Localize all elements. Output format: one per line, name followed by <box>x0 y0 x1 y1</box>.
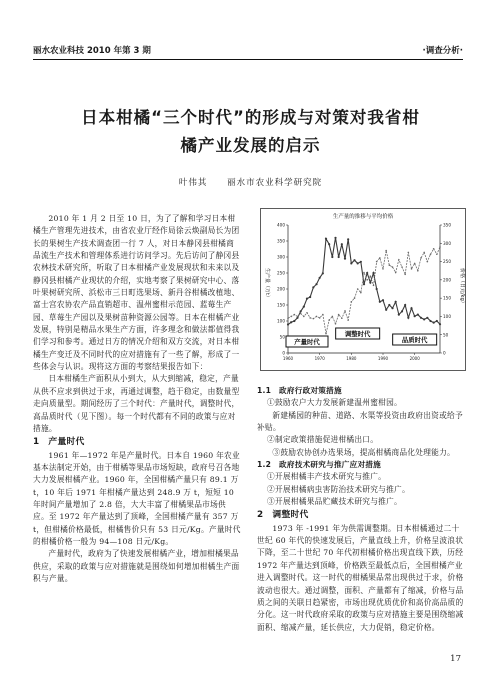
data-point <box>363 283 365 285</box>
left-tick-label: 200 <box>277 286 285 292</box>
data-point <box>306 298 308 300</box>
data-point <box>293 320 295 322</box>
data-point <box>385 250 387 252</box>
data-point <box>382 268 384 270</box>
data-point <box>319 277 321 279</box>
data-point <box>316 316 318 318</box>
data-point <box>433 248 435 250</box>
author: 叶伟其 <box>178 178 208 188</box>
data-point <box>401 266 403 268</box>
article-title-line-1: 日本柑橘“三个时代”的形成与对策对我省柑 <box>81 108 420 127</box>
data-point <box>417 314 419 316</box>
data-point <box>408 252 410 254</box>
section-1-policy-paragraph: 产量时代，政府为了快速发展柑橘产业，增加柑橘果品供应，采取的政策与应对措施就是围绕如何增加柑橘生产面积与产量。 <box>33 549 240 583</box>
overview-paragraph: 日本柑橘生产面积从小到大，从大到缩减，稳定，产量从供不应求到供过于求，再通过调整，趋于稳定，由数量型走向质量型。期间经历了三个时代：产量时代，调整时代，高品质时代（见下图）。每一个时代都有不同的政策与应对措施。 <box>33 374 240 433</box>
data-point <box>328 319 330 321</box>
data-point <box>391 307 393 309</box>
data-point <box>287 317 289 319</box>
left-tick-label: 400 <box>277 222 285 228</box>
byline <box>0 176 501 188</box>
data-point <box>287 323 289 325</box>
right-axis-label: 价格（日元/kg） <box>459 268 465 306</box>
left-tick-label: 50 <box>279 334 285 340</box>
header-rule <box>33 59 463 60</box>
data-point <box>366 272 368 274</box>
data-point <box>414 263 416 265</box>
data-point <box>344 258 346 260</box>
data-point <box>344 310 346 312</box>
right-tick-label: 0 <box>443 350 446 356</box>
data-point <box>357 262 359 264</box>
x-tick-label: 1980 <box>346 356 357 361</box>
data-point <box>395 301 397 303</box>
data-point <box>429 320 431 322</box>
right-tick-label: 50 <box>443 332 449 338</box>
data-point <box>376 288 378 290</box>
data-point <box>417 270 419 272</box>
data-point <box>290 316 292 318</box>
tech-item-1: ①开展柑橘丰产技术研究与推广。 <box>267 472 387 482</box>
section-1-paragraph: 1961 年—1972 年是产量时代。日本自 1960 年农业基本法制定开始，由于柑橘等果品市场短缺，政府号召各地大力发展柑橘产业。1960 年，全国柑橘产量只有 89.1 万 t，10 年后 1971 年柑橘产量达到 248.9 万 t，短短 10 年时间产量增加了 2.8 倍，大大丰富了柑橘果品市场供应。至 1972 年产量达到了顶峰，全国柑橘产量有 357 万 t，但柑橘价格最低，柑橘售价只有 53 日元/Kg。产量时代的柑橘价格一般为 94—108 日元/Kg。 <box>33 450 241 546</box>
left-tick-label: 100 <box>277 318 285 324</box>
measure-item-2: ②制定政策措施促进柑橘出口。 <box>267 435 379 445</box>
section-header: ·调查分析· <box>422 46 463 56</box>
data-point <box>407 317 409 319</box>
data-point <box>312 286 314 288</box>
left-tick-label: 350 <box>277 238 285 244</box>
data-point <box>398 314 400 316</box>
data-point <box>347 319 349 321</box>
data-point <box>341 317 343 319</box>
data-point <box>322 272 324 274</box>
section-1-heading: 1 产量时代 <box>33 437 85 448</box>
data-point <box>338 314 340 316</box>
data-point <box>404 304 406 306</box>
right-column <box>257 385 464 634</box>
data-point <box>341 243 343 245</box>
data-point <box>350 262 352 264</box>
right-tick-label: 300 <box>443 240 451 246</box>
data-point <box>297 316 299 318</box>
right-tick-label: 200 <box>443 277 451 283</box>
data-point <box>379 257 381 259</box>
data-point <box>366 279 368 281</box>
data-point <box>322 314 324 316</box>
left-tick-label: 250 <box>277 270 285 276</box>
data-point <box>328 243 330 245</box>
data-point <box>369 282 371 284</box>
data-point <box>401 310 403 312</box>
data-point <box>351 301 353 303</box>
data-point <box>360 292 362 294</box>
measure-item-3: ③鼓励农协创办选果场，提高柑橘商品化处理能力。 <box>272 447 455 457</box>
x-tick-label: 1970 <box>314 356 325 361</box>
data-point <box>325 238 327 240</box>
data-point <box>388 304 390 306</box>
data-point <box>325 333 327 335</box>
tech-item-3: ③开展柑橘果品贮藏技术研究与推广。 <box>267 497 402 507</box>
data-point <box>411 268 413 270</box>
subsection-1-2-heading: 1.2 政府技术研究与推广应对措施 <box>257 460 382 470</box>
data-point <box>303 306 305 308</box>
data-point <box>430 253 432 255</box>
data-point <box>439 246 441 248</box>
data-point <box>331 256 333 258</box>
data-point <box>360 261 362 263</box>
data-point <box>433 322 435 324</box>
section-2-paragraph: 1973 年 -1991 年为供需调整期。日本柑橘通过二十世纪 60 年代的快速发展后，产量直线上升，价格呈波浪状下降，至二十世纪 70 年代初柑橘价格出现直线下跌，历经 1972 年产量达到顶峰，价格跌至最低点后，全国柑橘产业进入调整时代。这一时代的柑橘果品常出现供过于求，价格波动也很大。通过调整，面积、产量都有了缩减，价格与品质之间的关联日趋紧密，市场出现优质优价和高价高品质的分化。这一时代政府采取的政策与应对措施主要是围绕缩减面积、缩减产量，延长供应，大力促销，稳定价格。 <box>257 523 464 632</box>
production-price-chart <box>260 208 466 371</box>
right-tick-label: 350 <box>443 222 451 228</box>
measure-item-1-detail: 新建橘园的种苗、道路、水渠等投资由政府出资或给予补贴。 <box>257 410 463 433</box>
data-point <box>395 272 397 274</box>
measure-item-1: ①鼓励农户大力发展新建温州蜜柑园。 <box>267 398 402 408</box>
data-point <box>332 316 334 318</box>
intro-paragraph: 2010 年 1 月 2 日至 10 日，为了了解和学习日本柑橘生产管理先进技术，由省农业厅经作局徐云焕副局长为团长的果树生产技术调查团一行 7 人，对日本静冈县柑橘商品流生产技术和管理体系进行访问学习。先后访问了静冈县农林技术研究所，听取了日本柑橘产业发展现状和未来以及静冈县柑橘产业现状的介绍，实地考察了果树研究中心、落叶果树研究所、浜松市三日町选果场、新丹谷柑橘改植地、富士宫农协农产品直销超市、温州蜜柑示范园、蓝莓生产园、草莓生产园以及果树苗种资源公园等。日本在柑橘产业发展，特别是精品水果生产方面，许多理念和做法都值得我们学习和参考。通过日方的情况介绍和双方交流，对日本柑橘生产变迁及不同时代的应对措施有了一些了解，形成了一些体会与认识。现将这方面的考察结果报告如下： <box>33 214 240 372</box>
data-point <box>303 316 305 318</box>
chart-title: 生产量的推移与平均价格 <box>332 214 394 220</box>
data-point <box>439 323 441 325</box>
data-point <box>354 297 356 299</box>
data-point <box>382 299 384 301</box>
right-tick-label: 100 <box>443 314 451 320</box>
data-point <box>334 237 336 239</box>
data-point <box>389 264 391 266</box>
section-2-heading: 2 调整时代 <box>257 510 309 521</box>
page-number: 17 <box>450 654 461 664</box>
data-point <box>338 256 340 258</box>
data-point <box>420 317 422 319</box>
x-tick-label: 1990 <box>377 356 389 361</box>
data-point <box>335 323 337 325</box>
data-point <box>373 285 375 287</box>
data-point <box>404 274 406 276</box>
data-point <box>300 313 302 315</box>
data-point <box>427 261 429 263</box>
data-point <box>372 272 374 274</box>
data-point <box>392 266 394 268</box>
data-point <box>313 318 315 320</box>
left-column <box>33 213 241 585</box>
data-point <box>398 259 400 261</box>
data-point <box>319 317 321 319</box>
data-point <box>423 318 425 320</box>
data-point <box>294 314 296 316</box>
era-band-label: 品质时代 <box>401 336 428 344</box>
data-point <box>414 315 416 317</box>
journal-header: 丽水农业科技 2010 年第 3 期 <box>33 46 151 56</box>
data-point <box>410 307 412 309</box>
left-tick-label: 300 <box>277 254 285 260</box>
article-title-line-2: 橘产业发展的启示 <box>180 136 321 155</box>
data-point <box>309 296 311 298</box>
data-point <box>426 317 428 319</box>
data-point <box>357 288 359 290</box>
right-tick-label: 250 <box>443 259 451 265</box>
data-point <box>376 261 378 263</box>
data-point <box>436 253 438 255</box>
data-point <box>315 283 317 285</box>
era-band-label: 调整时代 <box>344 330 371 338</box>
data-point <box>300 310 302 312</box>
data-point <box>423 252 425 254</box>
data-point <box>347 238 349 240</box>
data-point <box>379 301 381 303</box>
left-tick-label: 150 <box>277 302 285 308</box>
data-point <box>370 275 372 277</box>
data-point <box>353 259 355 261</box>
data-point <box>420 257 422 259</box>
right-tick-label: 150 <box>443 295 451 301</box>
data-point <box>436 320 438 322</box>
data-point <box>385 309 387 311</box>
data-point <box>309 317 311 319</box>
data-point <box>290 321 292 323</box>
subsection-1-1-heading: 1.1 政府行政对策措施 <box>257 386 342 395</box>
tech-item-2: ②开展柑橘病虫害防治技术研究与推广。 <box>267 484 410 494</box>
era-band-label: 产量时代 <box>294 338 320 346</box>
left-tick-label: 0 <box>282 350 285 356</box>
x-tick-label: 2000 <box>409 356 420 361</box>
data-point <box>306 312 308 314</box>
left-axis-label: 生产量（万t） <box>264 268 270 300</box>
affiliation: 丽水市农业科学研究院 <box>227 178 323 188</box>
x-tick-label: 1960 <box>282 356 294 361</box>
data-point <box>363 272 365 274</box>
